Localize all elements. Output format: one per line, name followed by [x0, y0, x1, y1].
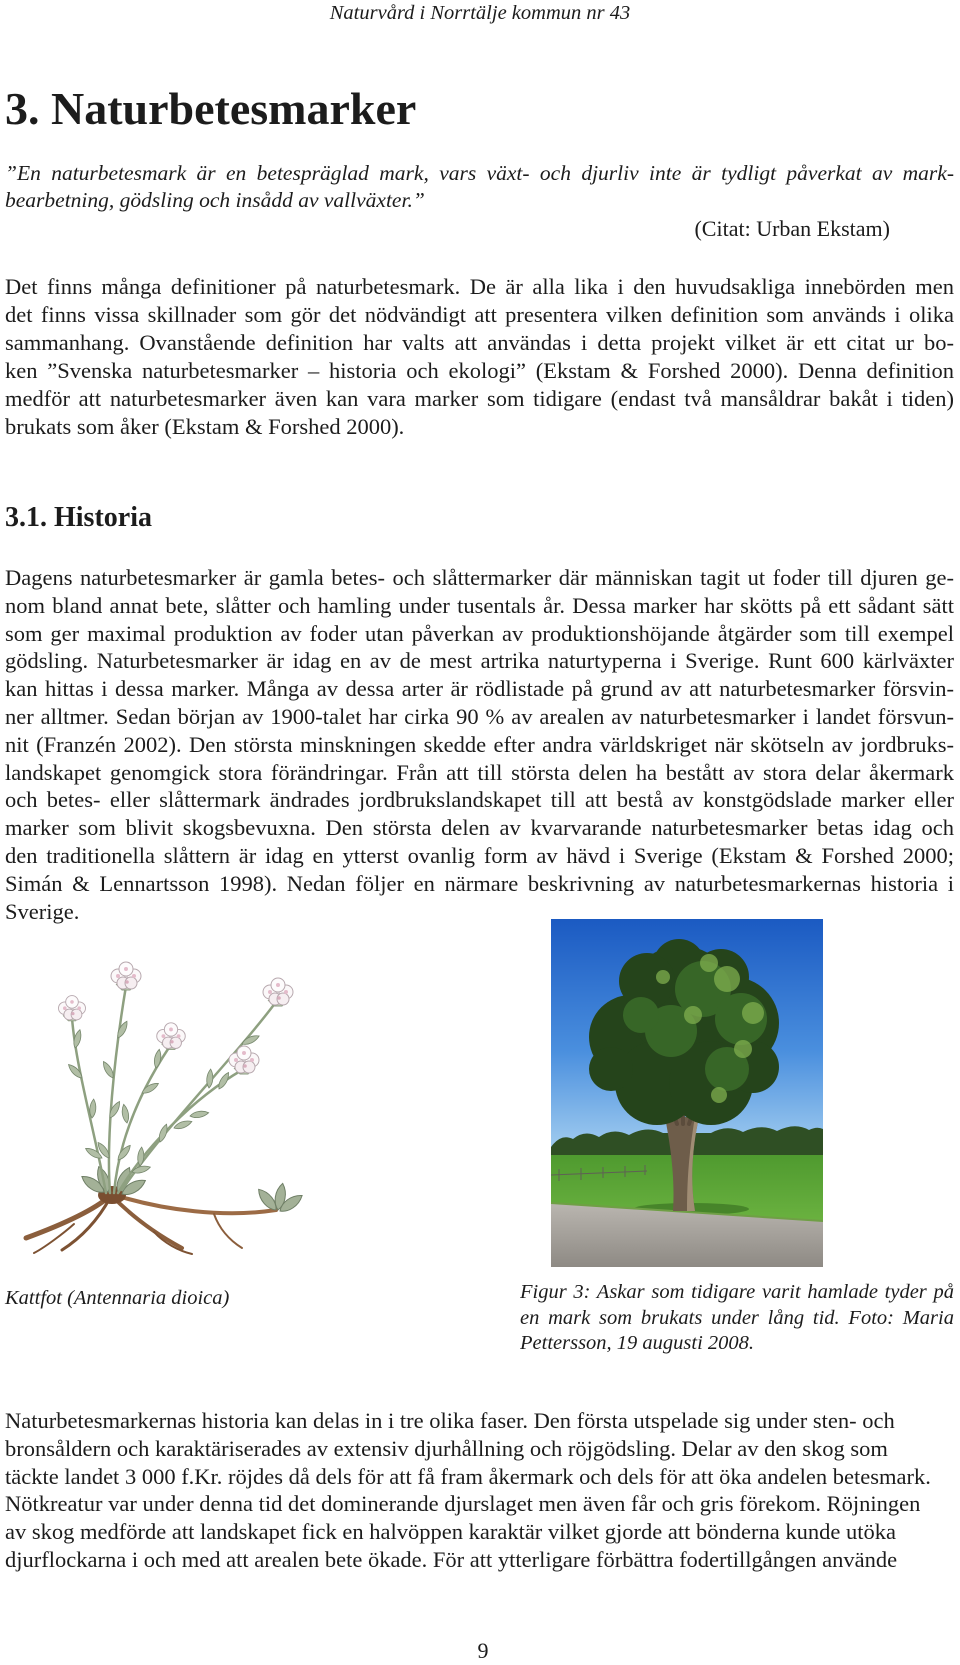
flower-head: [263, 978, 293, 1006]
paragraph-line: bronsåldern och karaktäriserades av extensiv djurhållning och röjgödsling. Delar av den skog som: [5, 1435, 888, 1461]
stem: [122, 1002, 276, 1190]
root: [62, 1198, 110, 1250]
crown-foliage: [589, 1047, 633, 1091]
paragraph-line: sammanhang. Ovanstående definition har valts att användas i detta projekt vilket är ett citat ur bo-: [5, 330, 954, 355]
paragraph-line: kan hittas i dessa marker. Många av dessa arter är rödlistade på grund av att naturbetesmarker försvin-: [5, 676, 954, 702]
paragraph-line: och betes- eller slåttermark ändrades jordbrukslandskapet till att bestå av konstgödslade marker eller: [5, 787, 954, 813]
ash-tree-photo: [551, 919, 823, 1267]
stem-leaf: [115, 1020, 129, 1040]
roots: [26, 1196, 276, 1254]
quote-citation: (Citat: Urban Ekstam): [694, 216, 890, 241]
stem-leaf: [141, 1081, 160, 1096]
paragraph-line: ner alltmer. Sedan början av 1900-talet har cirka 90 % av arealen av naturbetesmarker i landet försvun-: [5, 703, 954, 729]
stem-leaf: [66, 1062, 84, 1080]
paragraph-line: marker som blivit skogsbevuxna. Den största delen av kvarvarande naturbetesmarker betas idag och: [5, 815, 954, 841]
paragraph-line: gödsling. Naturbetesmarker är idag en av de mest artrika naturtyperna i Sverige. Runt 600 kärlväxter: [5, 648, 954, 674]
sunlit-leaves: [656, 970, 670, 984]
plant-drawing: [14, 948, 394, 1258]
stem-leaf: [107, 1100, 122, 1119]
paragraph-line: den traditionella slåttern är idag en ytterst ovanlig form av hävd i Sverige (Ekstam & Forshed 2000;: [5, 842, 954, 868]
stolon: [118, 1196, 276, 1213]
paragraph-line: brukats som åker (Ekstam & Forshed 2000).: [5, 414, 405, 439]
illustration-caption: Kattfot (Antennaria dioica): [5, 1287, 230, 1309]
definition-quote: [5, 160, 954, 214]
flower-head: [111, 962, 141, 990]
paragraph-line: landskapet genomgick stora förändringar. Från att till största delen ha bestått av stora delar åkermark: [5, 759, 954, 785]
intro-paragraph: [5, 273, 954, 441]
caption-line: Pettersson, 19 augusti 2008.: [520, 1332, 755, 1354]
stem-leaf: [189, 1110, 209, 1119]
stems: [72, 986, 276, 1193]
quote-line: ”En naturbetesmark är en betespräglad mark, vars växt- och djurliv inte är tydligt påverkat av mark-: [5, 161, 954, 185]
sunlit-leaves: [711, 1087, 727, 1103]
root: [214, 1214, 242, 1248]
kattfot-illustration: [14, 948, 394, 1258]
flower-head: [59, 996, 86, 1021]
paragraph-line: Sverige.: [5, 898, 80, 924]
page-number: 9: [477, 1638, 489, 1663]
history-paragraph: [5, 564, 954, 925]
paragraph-line: nit (Franzén 2002). Den största minskningen skedde efter andra världskriget när skötseln av jordbruks-: [5, 731, 954, 757]
phases-paragraph: [5, 1407, 954, 1574]
photo-caption: [520, 1280, 954, 1357]
stem: [118, 1070, 242, 1193]
paragraph-line: ken ”Svenska naturbetesmarker – historia och ekologi” (Ekstam & Forshed 2000). Denna definition: [5, 358, 954, 383]
stem-leaf: [121, 1104, 130, 1124]
paragraph-line: Det finns många definitioner på naturbetesmark. De är alla lika i den huvudsakliga innebörden men: [5, 274, 954, 299]
paragraph-line: nom bland annat bete, slåtter och hamling under tusentals år. Dessa marker har skötts på ett sådant sätt: [5, 592, 954, 618]
paragraph-line: Dagens naturbetesmarker är gamla betes- och slåttermarker där människan tagit ut foder till djuren ge-: [5, 565, 954, 590]
sunlit-leaves: [714, 966, 740, 992]
paragraph-line: Simán & Lennartsson 1998). Nedan följer en närmare beskrivning av naturbetesmarkernas historia i: [5, 870, 954, 896]
caption-line: Figur 3: Askar som tidigare varit hamlade tyder på: [520, 1281, 954, 1303]
stem-leaf: [216, 1071, 231, 1090]
paragraph-line: som ger maximal produktion av foder utan påverkan av produktionshöjande åtgärder som till exempel: [5, 620, 954, 646]
running-title: Naturvård i Norrtälje kommun nr 43: [329, 2, 631, 24]
paragraph-line: täckte landet 3 000 f.Kr. röjdes då dels för att få fram åkermark och dels för att öka andelen betesmark.: [5, 1463, 931, 1489]
flower-head: [157, 1023, 186, 1050]
paragraph-line: av skog medförde att landskapet fick en halvöppen karaktär vilket gjorde att bönderna kunde utöka: [5, 1519, 896, 1545]
stem-leaf: [116, 1144, 133, 1162]
chapter-title: 3. Naturbetesmarker: [5, 83, 417, 134]
paragraph-line: medför att naturbetesmarker även kan vara marker som tidigare (endast två mansåldrar bakåt i tiden): [5, 386, 954, 411]
sunlit-leaves: [734, 1040, 752, 1058]
quote-line: bearbetning, gödsling och insådd av vallväxter.”: [5, 188, 425, 212]
paragraph-line: Nötkreatur var under denna tid det dominerande djurslaget men även får och gris förekom. Röjningen: [5, 1491, 921, 1517]
sunlit-leaves: [684, 1006, 702, 1024]
flower-head: [229, 1046, 259, 1074]
paragraph-line: Naturbetesmarkernas historia kan delas in i tre olika faser. Den första utspelade sig under sten- och: [5, 1408, 895, 1433]
caption-line: en mark som brukats under lång tid. Foto: Maria: [520, 1306, 954, 1329]
paragraph-line: det finns vissa skillnader som gör det nödvändigt att presentera vilken definition som används i olika: [5, 302, 954, 327]
paragraph-line: djurflockarna i och med att arealen bete ökade. För att ytterligare förbättra fodertillgången använde: [5, 1546, 898, 1572]
stem-leaf: [153, 1049, 162, 1069]
flower-heads: [59, 962, 294, 1074]
sunlit-leaves: [700, 954, 718, 972]
photo-drawing: [551, 919, 823, 1267]
section-heading: 3.1. Historia: [5, 502, 152, 533]
crown-foliage: [623, 997, 659, 1033]
sunlit-leaves: [742, 1002, 764, 1024]
